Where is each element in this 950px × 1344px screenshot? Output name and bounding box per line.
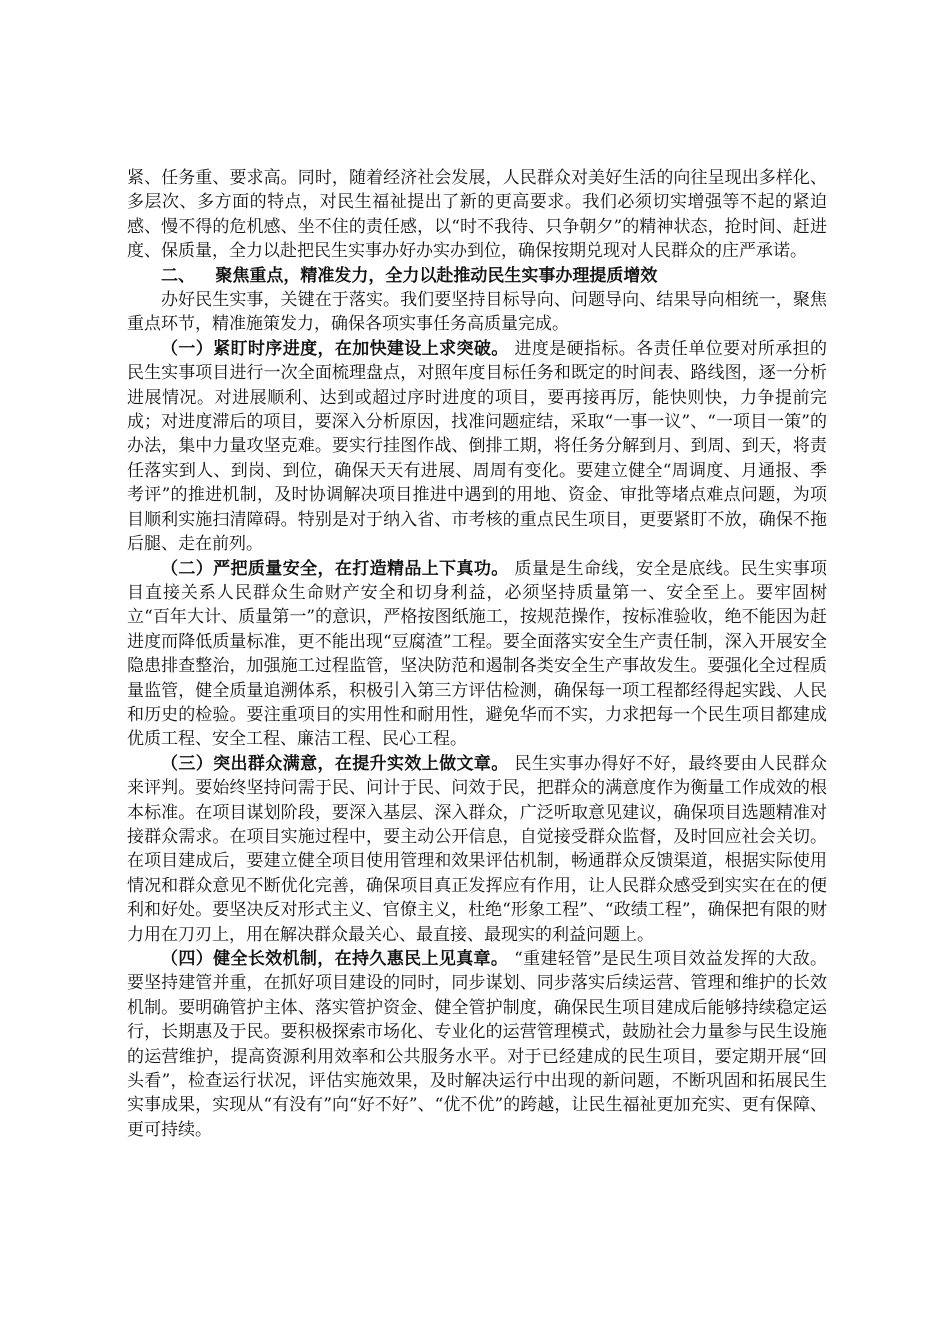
subsection-body-2: 质量是生命线，安全是底线。民生实事项目直接关系人民群众生命财产安全和切身利益，必须坚持质量第一、安全至上。要牢固树立“百年大计、质量第一”的意识，严格按图纸施工，按规范操作，按标准验收，绝不能因为赶进度而降低质量标准，更不能出现“豆腐渣”工程。要全面落实安全生产责任制，深入开展安全隐患排查整治，加强施工过程监管，坚决防范和遏制各类安全生产事故发生。要强化全过程质量监管，健全质量追溯体系，积极引入第三方评估检测，确保每一项工程都经得起实践、人民和历史的检验。要注重项目的实用性和耐用性，避免华而不实，力求把每一个民生项目都建成优质工程、安全工程、廉洁工程、民心工程。: [127, 558, 828, 750]
body-paragraph-1: [127, 337, 827, 557]
body-paragraph-intro: 办好民生实事，关键在于落实。我们要坚持目标导向、问题导向、结果导向相统一，聚焦重点环节，精准施策发力，确保各项实事任务高质量完成。: [127, 290, 827, 335]
section-heading-text: 聚焦重点，精准发力，全力以赴推动民生实事办理提质增效: [215, 265, 658, 286]
section-heading-2: [127, 264, 827, 288]
subsection-body-1: 进度是硬指标。各责任单位要对所承担的民生实事项目进行一次全面梳理盘点，对照年度目标任务和既定的时间表、路线图，逐一分析进展情况。对进展顺利、达到或超过序时进度的项目，要再接再厉，能快则快，力争提前完成；对进度滞后的项目，要深入分析原因，找准问题症结，采取“一事一议”、“一项目一策”的办法，集中力量攻坚克难。要实行挂图作战、倒排工期，将任务分解到月、到周、到天，将责任落实到人、到岗、到位，确保天天有进展、周周有变化。要建立健全“周调度、月通报、季考评”的推进机制，及时协调解决项目推进中遇到的用地、资金、审批等堵点难点问题，为项目顺利实施扫清障碍。特别是对于纳入省、市考核的重点民生项目，更要紧盯不放，确保不拖后腿、走在前列。: [127, 338, 828, 555]
subsection-heading-1: （一）紧盯时序进度，在加快建设上求突破。: [161, 338, 509, 359]
body-paragraph-2: [127, 557, 827, 752]
body-paragraph-3: [127, 752, 827, 947]
subsection-heading-4: （四）健全长效机制，在持久惠民上见真章。: [161, 949, 509, 969]
body-paragraph-4: [127, 947, 827, 1142]
subsection-heading-2: （二）严把质量安全，在打造精品上下真功。: [161, 558, 509, 579]
document-page: [127, 166, 827, 1142]
body-paragraph-continued: 紧、任务重、要求高。同时，随着经济社会发展，人民群众对美好生活的向往呈现出多样化、多层次、多方面的特点，对民生福祉提出了新的更高要求。我们必须切实增强等不起的紧迫感、慢不得的危机感、坐不住的责任感，以“时不我待、只争朝夕”的精神状态，抢时间、赶进度、保质量，全力以赴把民生实事办好办实办到位，确保按期兑现对人民群众的庄严承诺。: [127, 168, 827, 262]
subsection-heading-3: （三）突出群众满意，在提升实效上做文章。: [161, 753, 509, 774]
subsection-body-3: 民生实事办得好不好，最终要由人民群众来评判。要始终坚持问需于民、问计于民、问效于民，把群众的满意度作为衡量工作成效的根本标准。在项目谋划阶段，要深入基层、深入群众，广泛听取意见建议，确保项目选题精准对接群众需求。在项目实施过程中，要主动公开信息，自觉接受群众监督，及时回应社会关切。在项目建成后，要建立健全项目使用管理和效果评估机制，畅通群众反馈渠道，根据实际使用情况和群众意见不断优化完善，确保项目真正发挥应有作用，让人民群众感受到实实在在的便利和好处。要坚决反对形式主义、官僚主义，杜绝“形象工程”、“政绩工程”，确保把有限的财力用在刀刃上，用在解决群众最关心、最直接、最现实的利益问题上。: [127, 753, 828, 945]
section-number: 二、: [161, 265, 195, 286]
subsection-body-4: “重建轻管”是民生项目效益发挥的大敌。要坚持建管并重，在抓好项目建设的同时，同步谋划、同步落实后续运营、管理和维护的长效机制。要明确管护主体、落实管护资金、健全管护制度，确保民生项目建成后能够持续稳定运行，长期惠及于民。要积极探索市场化、专业化的运营管理模式，鼓励社会力量参与民生设施的运营维护，提高资源利用效率和公共服务水平。对于已经建成的民生项目，要定期开展“回头看”，检查运行状况，评估实施效果，及时解决运行中出现的新问题，不断巩固和拓展民生实事成果，实现从“有没有”向“好不好”、“优不优”的跨越，让民生福祉更加充实、更有保障、更可持续。: [127, 949, 828, 1140]
